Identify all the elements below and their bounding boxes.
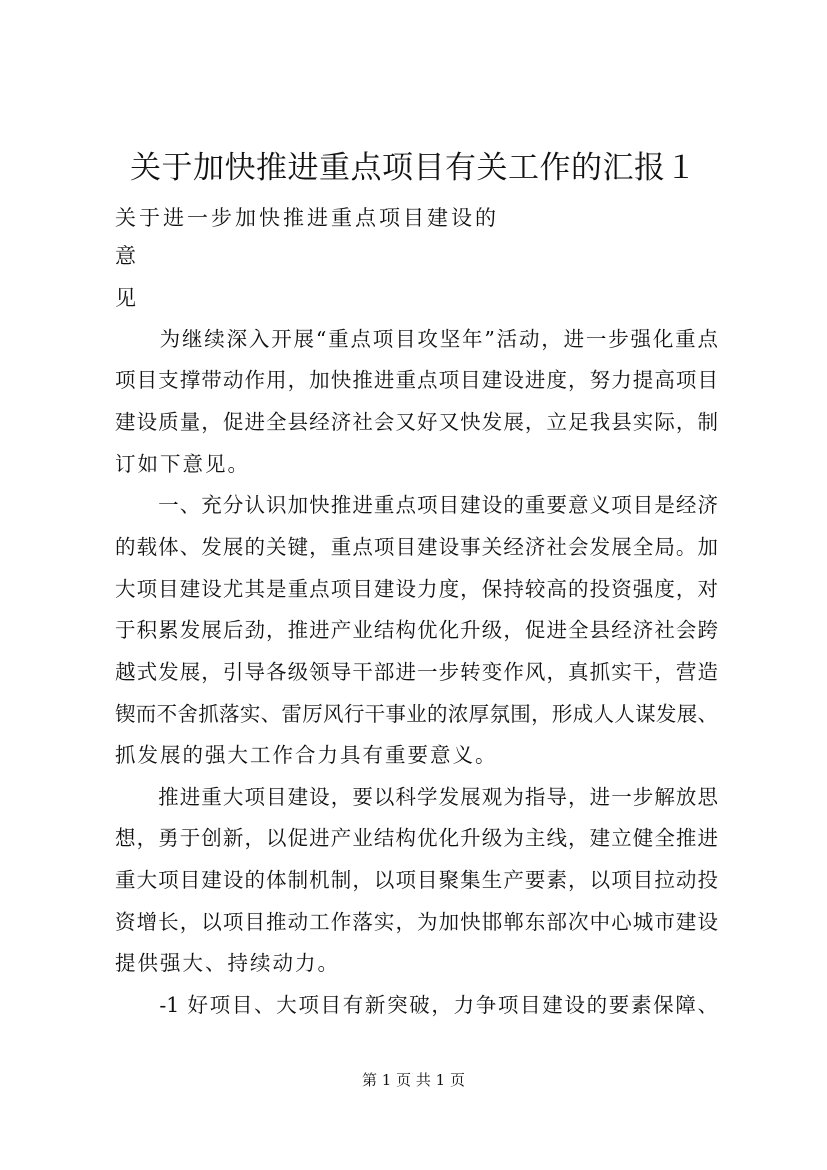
paragraph-2-line-6: 锲而不舍抓落实、雷厉风行干事业的浓厚氛围，形成人人谋发展、 bbox=[115, 702, 718, 726]
paragraph-2-line-4: 于积累发展后劲，推进产业结构优化升级，促进全县经济社会跨 bbox=[115, 618, 718, 642]
subtitle-line-3: 见 bbox=[115, 286, 139, 310]
paragraph-1-line-2: 项目支撑带动作用，加快推进重点项目建设进度，努力提高项目 bbox=[115, 368, 718, 392]
page-footer: 第 1 页 共 1 页 bbox=[362, 1071, 465, 1089]
paragraph-4-line-1: -1 好项目、大项目有新突破，力争项目建设的要素保障、 bbox=[115, 993, 718, 1017]
paragraph-3-line-2: 想，勇于创新，以促进产业结构优化升级为主线，建立健全推进 bbox=[115, 826, 718, 850]
paragraph-3-line-4: 资增长，以项目推动工作落实，为加快邯郸东部次中心城市建设 bbox=[115, 910, 718, 934]
paragraph-3-line-1: 推进重大项目建设，要以科学发展观为指导，进一步解放思 bbox=[115, 785, 718, 809]
document-title: 关于加快推进重点项目有关工作的汇报１ bbox=[130, 150, 697, 186]
paragraph-1-line-3: 建设质量，促进全县经济社会又好又快发展，立足我县实际，制 bbox=[115, 410, 718, 434]
paragraph-2-line-5: 越式发展，引导各级领导干部进一步转变作风，真抓实干，营造 bbox=[115, 660, 718, 684]
subtitle-line-2: 意 bbox=[115, 244, 139, 268]
paragraph-2-line-7: 抓发展的强大工作合力具有重要意义。 bbox=[115, 743, 498, 767]
paragraph-3-line-5: 提供强大、持续动力。 bbox=[115, 951, 340, 975]
paragraph-1-line-1: 为继续深入开展“重点项目攻坚年”活动，进一步强化重点 bbox=[115, 327, 718, 351]
paragraph-2-line-1: 一、充分认识加快推进重点项目建设的重要意义项目是经济 bbox=[115, 493, 718, 517]
paragraph-2-line-2: 的载体、发展的关键，重点项目建设事关经济社会发展全局。加 bbox=[115, 535, 718, 559]
paragraph-2-line-3: 大项目建设尤其是重点项目建设力度，保持较高的投资强度，对 bbox=[115, 577, 718, 601]
paragraph-1-line-4: 订如下意见。 bbox=[115, 452, 250, 476]
subtitle-line-1: 关于进一步加快推进重点项目建设的 bbox=[115, 206, 499, 230]
paragraph-3-line-3: 重大项目建设的体制机制，以项目聚集生产要素，以项目拉动投 bbox=[115, 868, 718, 892]
